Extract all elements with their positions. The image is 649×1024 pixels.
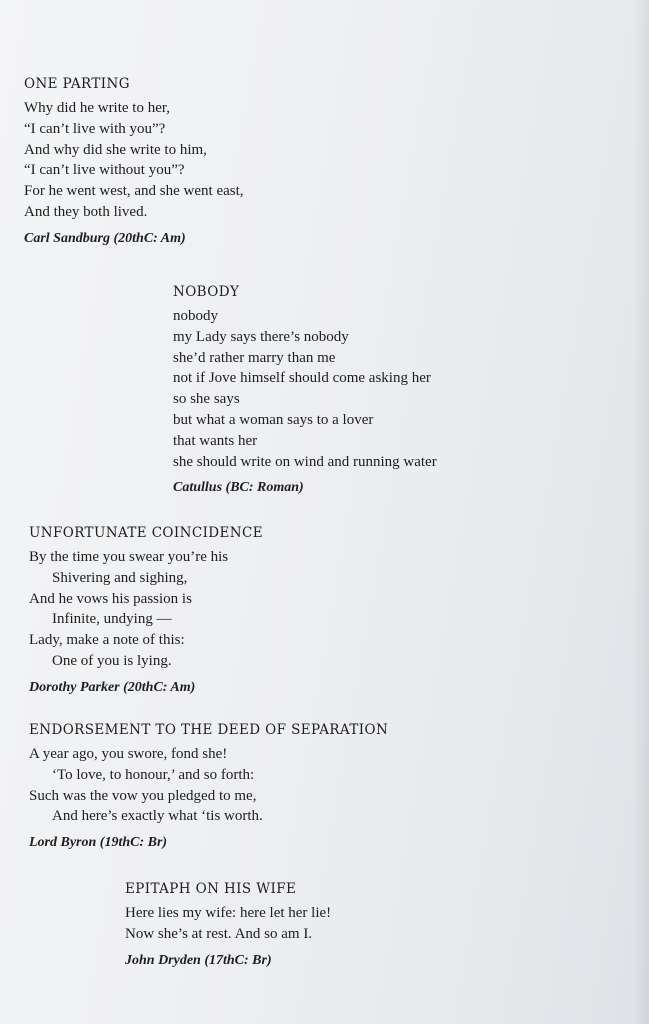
poem-title: EPITAPH ON HIS WIFE [125,881,297,897]
poem-line: And why did she write to him, [24,141,207,158]
poem-title: NOBODY [173,284,240,300]
poem-line: she’d rather marry than me [173,349,336,366]
poem-line: “I can’t live without you”? [24,162,185,179]
poem-line: Here lies my wife: here let her lie! [125,905,332,921]
poem-line: that wants her [173,432,258,449]
poem-unfortunate-coincidence [29,523,263,698]
poem-line: By the time you swear you’re his [29,549,229,565]
poem-line: Shivering and sighing, [52,569,188,586]
poem-line: Why did he write to her, [24,100,171,116]
poem-one-parting [24,74,244,249]
poem-title: ONE PARTING [24,76,130,92]
poem-line: Infinite, undying — [52,611,172,628]
poem-attribution: John Dryden (17thC: Br) [125,952,272,968]
poem-title: ENDORSEMENT TO THE DEED OF SEPARATION [29,722,389,738]
poem-line: And here’s exactly what ‘tis worth. [52,808,263,825]
page-edge-shadow [633,0,649,1024]
poem-line: And they both lived. [24,203,148,220]
poem-line: Such was the vow you pledged to me, [29,787,257,804]
poem-nobody [173,282,437,498]
poem-endorsement [29,720,388,853]
poem-attribution: Carl Sandburg (20thC: Am) [24,230,186,246]
poem-line: so she says [173,391,240,408]
poem-line: Lady, make a note of this: [29,632,185,649]
poem-attribution: Lord Byron (19thC: Br) [29,835,168,851]
poem-line: ‘To love, to honour,’ and so forth: [52,766,255,783]
poem-title: UNFORTUNATE COINCIDENCE [29,525,263,541]
poem-line: For he went west, and she went east, [24,183,244,200]
poem-line: One of you is lying. [52,652,172,669]
poem-line: A year ago, you swore, fond she! [29,746,228,762]
poem-line: “I can’t live with you”? [24,120,166,137]
poem-line: she should write on wind and running water [173,453,437,470]
poem-line: Now she’s at rest. And so am I. [125,925,313,942]
poem-line: nobody [173,308,218,324]
poem-attribution: Dorothy Parker (20thC: Am) [29,679,196,695]
poem-line: my Lady says there’s nobody [173,328,349,345]
poem-line: but what a woman says to a lover [173,411,374,428]
poem-line: not if Jove himself should come asking her [173,370,431,387]
poem-attribution: Catullus (BC: Roman) [173,480,304,496]
poem-line: And he vows his passion is [29,590,192,607]
poem-epitaph [125,879,331,971]
